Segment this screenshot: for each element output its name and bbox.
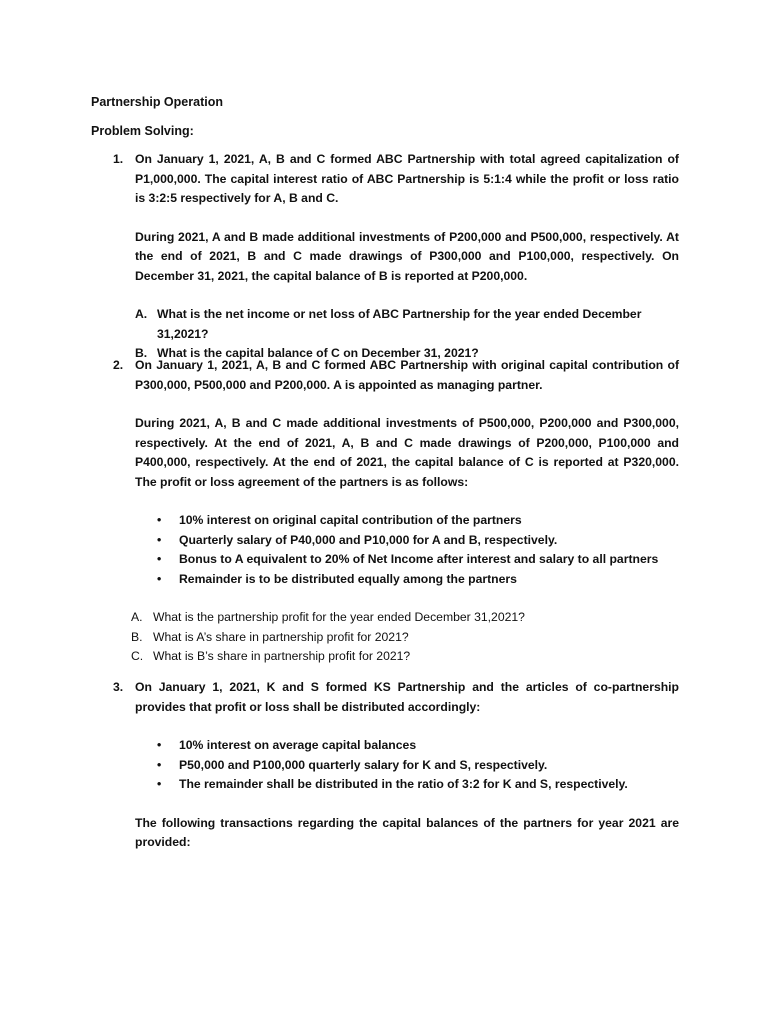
bullet-item: [135, 511, 679, 531]
bullet-item: [135, 570, 679, 590]
problem-3: [91, 678, 679, 853]
problem-paragraph: On January 1, 2021, A, B and C formed ABC Partnership with original capital contribution of P300,000, P500,000 and P200,000. A is appointed as managing partner.: [135, 358, 679, 392]
question-text: What is B’s share in partnership profit for 2021?: [153, 649, 411, 663]
question-letter: B.: [131, 629, 143, 644]
question-list: [131, 608, 679, 667]
bullet-icon: •: [157, 777, 162, 791]
question-item: [131, 608, 679, 628]
section-subtitle: Problem Solving:: [91, 124, 194, 138]
bullet-text: Bonus to A equivalent to 20% of Net Income after interest and salary to all partners: [179, 552, 659, 566]
bullet-list: [135, 736, 679, 795]
question-text: What is the capital balance of C on December 31, 2021?: [157, 346, 479, 360]
question-letter: A.: [131, 610, 143, 624]
problem-1: [91, 150, 679, 364]
question-text: What is A’s share in partnership profit for 2021?: [153, 629, 409, 644]
bullet-text: 10% interest on average capital balances: [179, 738, 417, 752]
question-letter: C.: [131, 649, 144, 663]
problem-paragraph: On January 1, 2021, A, B and C formed ABC Partnership with total agreed capitalization of P1,000,000. The capital interest ratio of ABC Partnership is 5:1:4 while the profit or loss ratio is 3:2:5 respectively for A, B and C.: [135, 152, 679, 205]
bullet-item: [135, 736, 679, 756]
question-letter: B.: [135, 346, 148, 360]
bullet-icon: •: [157, 571, 162, 586]
question-item: [131, 647, 679, 667]
bullet-text: The remainder shall be distributed in the ratio of 3:2 for K and S, respectively.: [179, 777, 628, 791]
bullet-text: 10% interest on original capital contribution of the partners: [179, 513, 522, 527]
question-text: What is the net income or net loss of ABC Partnership for the year ended December 31,2021?: [157, 307, 642, 341]
bullet-icon: •: [157, 532, 162, 547]
problem-2: [91, 356, 679, 667]
problem-number: 3.: [113, 680, 124, 694]
bullet-item: [135, 531, 679, 551]
bullet-item: [135, 550, 679, 570]
bullet-text: Quarterly salary of P40,000 and P10,000 for A and B, respectively.: [179, 532, 558, 547]
page-title: Partnership Operation: [91, 95, 223, 109]
bullet-item: [135, 756, 679, 776]
problem-paragraph: During 2021, A, B and C made additional investments of P500,000, P200,000 and P300,000, respectively. At the end of 2021, A, B and C made drawings of P200,000, P100,000 and P400,000, respectively. At the end of 2021, the capital balance of C is reported at P320,000. The profit or loss agreement of the partners is as follows:: [135, 416, 679, 489]
bullet-icon: •: [157, 738, 162, 752]
bullet-icon: •: [157, 513, 162, 527]
question-item: [131, 628, 679, 648]
bullet-text: Remainder is to be distributed equally among the partners: [179, 571, 517, 586]
problem-paragraph: On January 1, 2021, K and S formed KS Partnership and the articles of co-partnership provides that profit or loss shall be distributed accordingly:: [135, 680, 679, 714]
question-list: [135, 305, 679, 364]
bullet-item: [135, 775, 679, 795]
problem-number: 1.: [113, 152, 124, 166]
question-text: What is the partnership profit for the year ended December 31,2021?: [153, 610, 525, 624]
bullet-text: P50,000 and P100,000 quarterly salary for K and S, respectively.: [179, 757, 548, 772]
problem-number: 2.: [113, 358, 124, 372]
bullet-icon: •: [157, 757, 162, 772]
question-letter: A.: [135, 307, 148, 321]
problem-paragraph: During 2021, A and B made additional investments of P200,000 and P500,000, respectively. At the end of 2021, B and C made drawings of P300,000 and P100,000, respectively. On December 31, 2021, the capital balance of B is reported at P200,000.: [135, 229, 679, 283]
question-item: [135, 305, 679, 344]
bullet-icon: •: [157, 552, 162, 566]
problem-paragraph: The following transactions regarding the capital balances of the partners for year 2021 are provided:: [135, 815, 679, 849]
bullet-list: [135, 511, 679, 589]
